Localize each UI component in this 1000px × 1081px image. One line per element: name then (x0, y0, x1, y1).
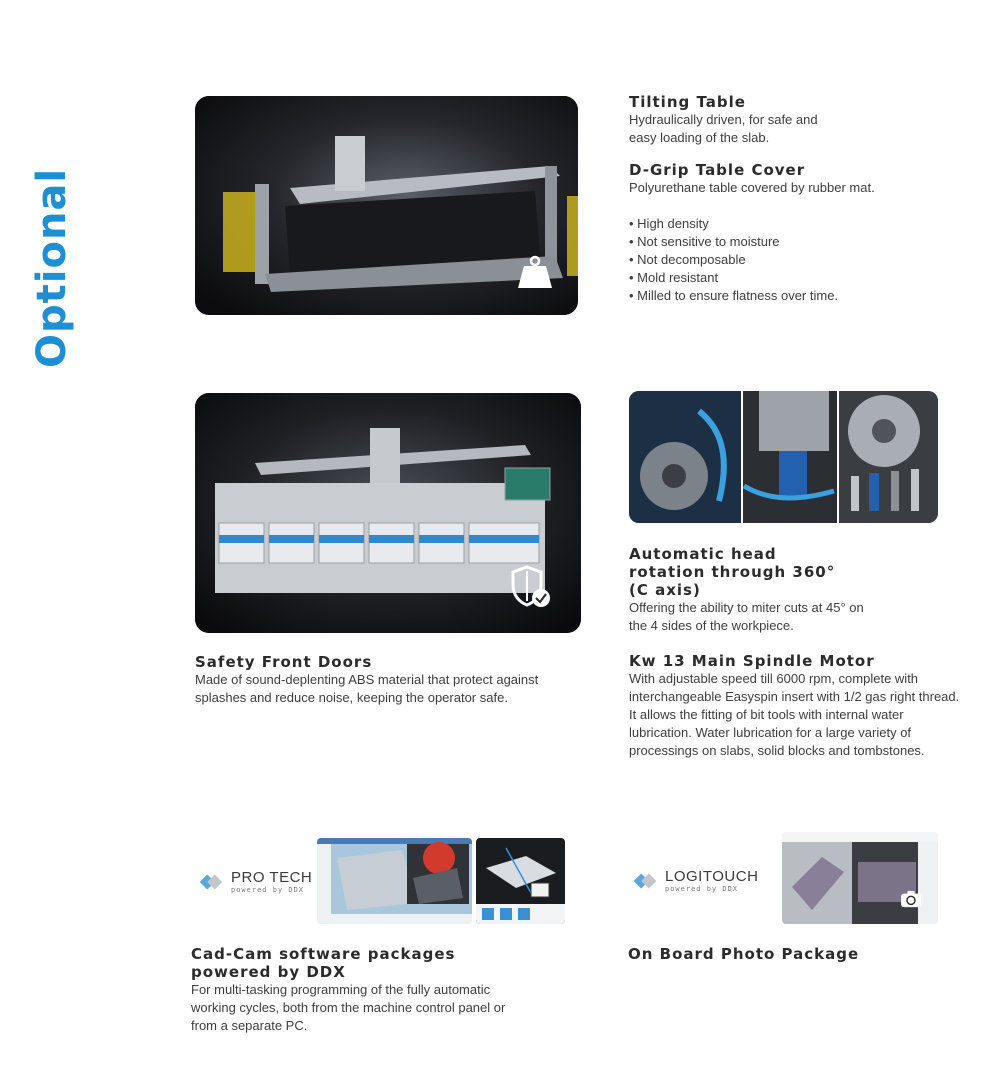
shield-check-icon (509, 565, 553, 609)
head-rotation-title-line-1: Automatic head (629, 545, 777, 563)
head-rotation-title-line-3: (C axis) (629, 581, 701, 599)
tilting-table-text: Hydraulically driven, for safe and easy loading of the slab. (629, 112, 818, 145)
head-rotation-illustration (629, 391, 938, 523)
safety-doors-text: Made of sound-deplenting ABS material that protect against splashes and reduce noise, keeping the operator safe. (195, 672, 539, 705)
spindle-text: With adjustable speed till 6000 rpm, complete with interchangeable Easyspin insert with 1/2 gas right thread. It allows the fitting of bit tools with internal water lubrication. Water lubrication for a large variety of processings on slabs, solid blocks and tombstones. (629, 671, 960, 758)
protech-logo-text: PRO TECH (231, 869, 313, 886)
head-rotation-title-line-2: rotation through 360° (629, 563, 836, 581)
camera-icon (900, 890, 922, 908)
side-title: Optional (29, 167, 75, 368)
logitouch-screenshot (782, 832, 938, 924)
protech-screenshot-1 (317, 838, 472, 924)
logitouch-logo-subtext: powered by DDX (665, 885, 739, 893)
dgrip-text: Polyurethane table covered by rubber mat. (629, 180, 875, 195)
diamond-logo-icon (194, 866, 228, 898)
cadcam-title-line-1: Cad-Cam software packages (191, 945, 456, 963)
spindle-title: Kw 13 Main Spindle Motor (629, 652, 875, 670)
head-rotation-text: Offering the ability to miter cuts at 45° on the 4 sides of the workpiece. (629, 600, 864, 633)
protech-logo-subtext: powered by DDX (231, 886, 305, 894)
safety-doors-photo (195, 393, 581, 633)
cadcam-title-line-2: powered by DDX (191, 963, 346, 981)
safety-doors-title: Safety Front Doors (195, 653, 373, 671)
dgrip-bullets (629, 215, 889, 305)
protech-screenshot-2 (476, 838, 565, 924)
weight-icon (515, 254, 555, 290)
tilting-table-title: Tilting Table (629, 93, 746, 111)
logitouch-logo (628, 865, 758, 897)
cadcam-text: For multi-tasking programming of the fully automatic working cycles, both from the machine control panel or from a separate PC. (191, 982, 506, 1033)
list-item: • High density (629, 215, 889, 233)
list-item: • Milled to ensure flatness over time. (629, 287, 889, 305)
logitouch-logo-text: LOGITOUCH (665, 868, 759, 885)
photo-package-title: On Board Photo Package (628, 945, 860, 963)
list-item: • Mold resistant (629, 269, 889, 287)
protech-logo (194, 866, 312, 898)
diamond-logo-icon (628, 865, 662, 897)
list-item: • Not decomposable (629, 251, 889, 269)
head-rotation-photo (629, 391, 938, 523)
dgrip-title: D-Grip Table Cover (629, 161, 806, 179)
tilting-table-photo (195, 96, 578, 315)
list-item: • Not sensitive to moisture (629, 233, 889, 251)
